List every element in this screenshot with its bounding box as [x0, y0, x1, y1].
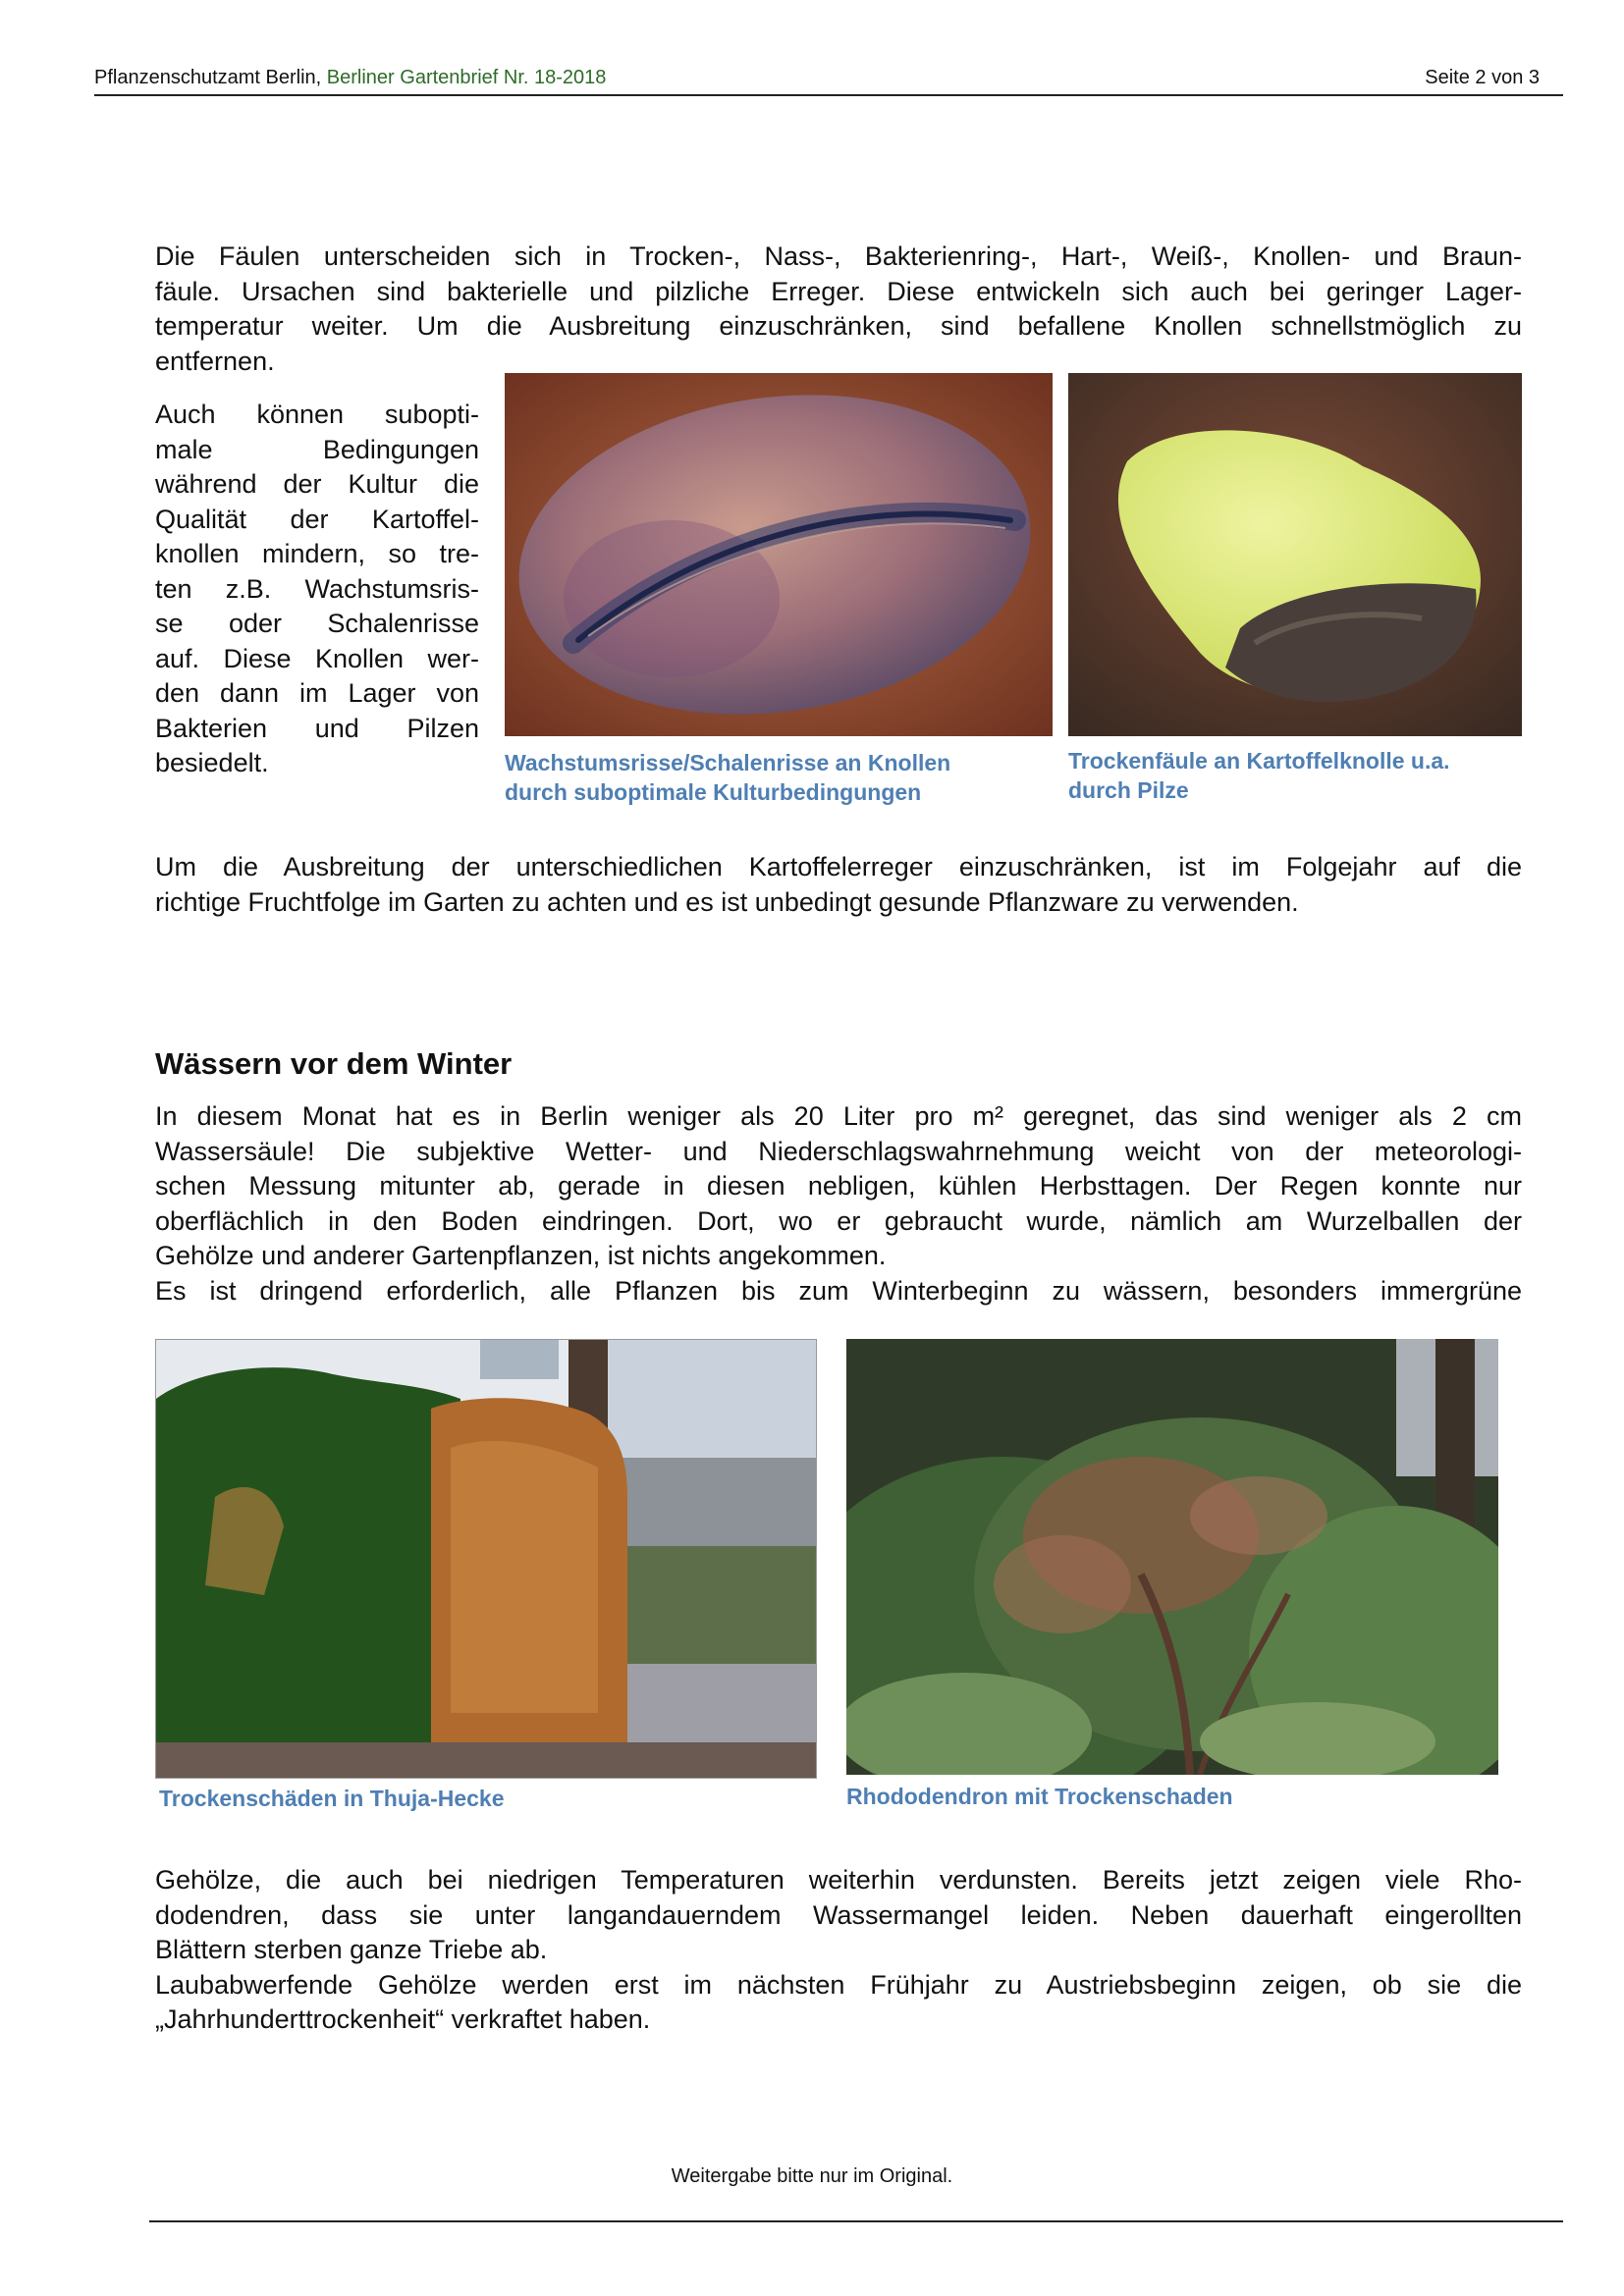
header-title	[94, 67, 606, 89]
potato-crack-caption	[505, 748, 950, 807]
side-paragraph	[155, 398, 479, 781]
text-line: entfernen.	[155, 346, 275, 376]
text-line: den dann im Lager von	[155, 678, 479, 708]
caption-line: durch suboptimale Kulturbedingungen	[505, 779, 922, 805]
text-line: fäule. Ursachen sind bakterielle und pilzliche Erreger. Diese entwickeln sich auch bei geringer Lager-	[155, 276, 1522, 306]
rhododendron-photo	[846, 1339, 1498, 1775]
section-heading: Wässern vor dem Winter	[155, 1046, 513, 1081]
thuja-caption: Trockenschäden in Thuja-Hecke	[159, 1786, 505, 1811]
text-line: Auch können subopti-	[155, 400, 479, 429]
text-line: schen Messung mitunter ab, gerade in diesen nebligen, kühlen Herbsttagen. Der Regen konnte nur	[155, 1171, 1522, 1201]
footer-note: Weitergabe bitte nur im Original.	[671, 2165, 953, 2187]
potato-rot-caption	[1068, 746, 1450, 805]
text-line: richtige Fruchtfolge im Garten zu achten und es ist unbedingt gesunde Pflanzware zu verwenden.	[155, 886, 1299, 917]
text-line: oberflächlich in den Boden eindringen. Dort, wo er gebraucht wurde, nämlich am Wurzelballen der	[155, 1205, 1522, 1236]
rhododendron-caption: Rhododendron mit Trockenschaden	[846, 1784, 1233, 1809]
text-line: Gehölze, die auch bei niedrigen Temperaturen weiterhin verdunsten. Bereits jetzt zeigen viele Rho-	[155, 1865, 1522, 1895]
text-line: knollen mindern, so tre-	[155, 539, 479, 568]
page-number: Seite 2 von 3	[1425, 67, 1540, 88]
text-line: Laubabwerfende Gehölze werden erst im nächsten Frühjahr zu Austriebsbeginn zeigen, ob sie die	[155, 1969, 1522, 2000]
winter-paragraph-continued	[155, 1863, 1522, 2038]
thuja-hedge-illustration	[156, 1340, 816, 1778]
potato-crack-illustration	[505, 373, 1053, 736]
thuja-hedge-photo	[155, 1339, 817, 1779]
header-publication: Berliner Gartenbrief Nr. 18-2018	[326, 67, 607, 88]
text-line: Gehölze und anderer Gartenpflanzen, ist nichts angekommen.	[155, 1241, 887, 1270]
text-line: Bakterien und Pilzen	[155, 713, 479, 743]
rhododendron-illustration	[846, 1339, 1498, 1775]
text-line: se oder Schalenrisse	[155, 609, 479, 638]
text-line: besiedelt.	[155, 748, 269, 777]
page-header	[94, 63, 1563, 96]
caption-line: Wachstumsrisse/Schalenrisse an Knollen	[505, 750, 951, 775]
text-line: Wassersäule! Die subjektive Wetter- und Niederschlagswahrnehmung weicht von der meteorologi-	[155, 1136, 1522, 1166]
text-line: Um die Ausbreitung der unterschiedlichen Kartoffelerreger einzuschränken, ist im Folgejahr auf die	[155, 852, 1522, 881]
header-org: Pflanzenschutzamt Berlin,	[94, 67, 322, 88]
intro-paragraph	[155, 240, 1522, 379]
footer-rule	[149, 2220, 1563, 2222]
text-line: ten z.B. Wachstumsris-	[155, 573, 479, 604]
text-line: Qualität der Kartoffel-	[155, 504, 479, 534]
text-line: temperatur weiter. Um die Ausbreitung einzuschränken, sind befallene Knollen schnellstmöglich zu	[155, 311, 1522, 341]
potato-rot-photo	[1068, 373, 1522, 736]
winter-paragraph	[155, 1099, 1522, 1308]
text-line: während der Kultur die	[155, 469, 479, 499]
text-line: auf. Diese Knollen wer-	[155, 643, 479, 673]
potato-rot-illustration	[1068, 373, 1522, 736]
text-line: dodendren, dass sie unter langandauerndem Wassermangel leiden. Neben dauerhaft eingerollten	[155, 1899, 1522, 1930]
text-line: „Jahrhunderttrockenheit“ verkraftet haben.	[155, 2004, 651, 2034]
spread-paragraph	[155, 850, 1522, 920]
text-line: Blättern sterben ganze Triebe ab.	[155, 1935, 548, 1964]
text-line: Die Fäulen unterscheiden sich in Trocken-, Nass-, Bakterienring-, Hart-, Weiß-, Knollen- und Braun-	[155, 241, 1522, 271]
caption-line: durch Pilze	[1068, 777, 1189, 803]
text-line: male Bedingungen	[155, 434, 479, 464]
potato-crack-photo	[505, 373, 1053, 736]
text-line: In diesem Monat hat es in Berlin weniger als 20 Liter pro m² geregnet, das sind weniger als 2 cm	[155, 1101, 1522, 1131]
text-line: Es ist dringend erforderlich, alle Pflanzen bis zum Winterbeginn zu wässern, besonders immergrüne	[155, 1275, 1522, 1306]
caption-line: Trockenfäule an Kartoffelknolle u.a.	[1068, 748, 1450, 774]
